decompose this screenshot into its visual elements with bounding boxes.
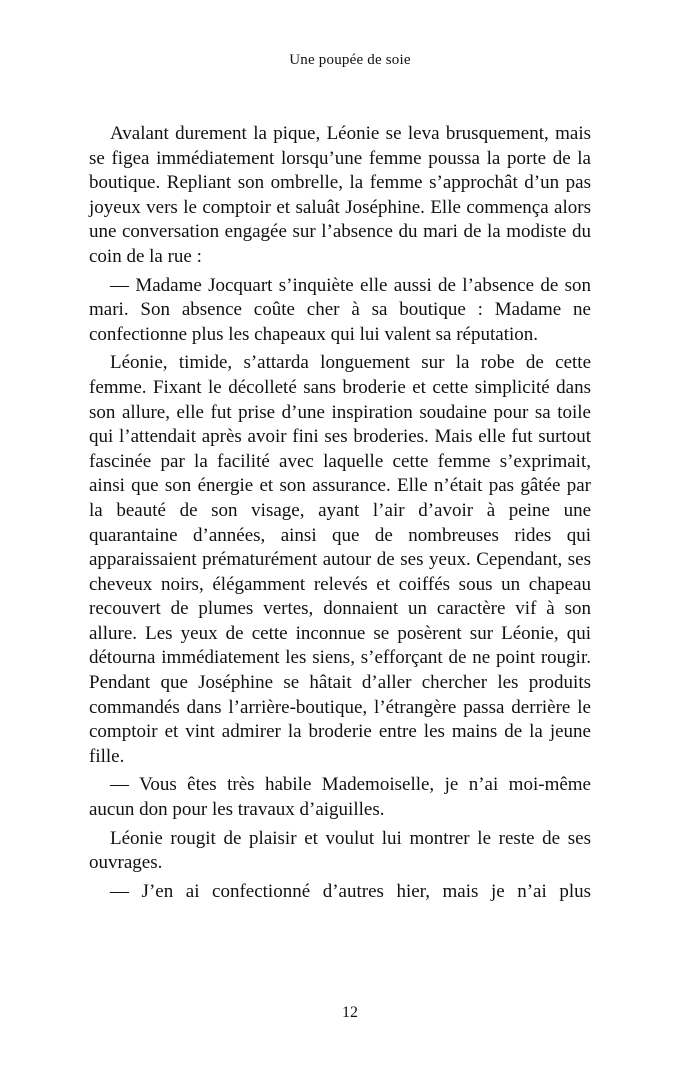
paragraph: Léonie rougit de plaisir et voulut lui montrer le reste de ses ouvrages. xyxy=(89,827,591,874)
paragraph: — J’en ai confectionné d’autres hier, mais je n’ai plus xyxy=(110,880,591,902)
paragraph: Léonie, timide, s’attarda longuement sur la robe de cette femme. Fixant le décolleté sans broderie et cette simplicité dans son allure, elle fut prise d’une inspiration soudaine pour sa toile qui l’attendait après avoir fini ses broderies. Mais elle fut surtout fascinée par la facilité avec laquelle cette femme s’exprimait, ainsi que son énergie et son assurance. Elle n’était pas gâtée par la beauté de son visage, ayant l’air d’avoir à peine une quarantaine d’années, ainsi que de nombreuses rides qui apparaissaient prématurément autour de ses yeux. Cependant, ses cheveux noirs, élégamment relevés et coiffés sous un chapeau recouvert de plumes vertes, donnaient un caractère vif à son allure. Les yeux de cette inconnue se posèrent sur Léonie, qui détourna immédiatement les siens, s’efforçant de ne point rougir. Pendant que Joséphine se hâtait d’aller chercher les produits commandés dans l’arrière-boutique, l’étrangère passa derrière le comptoir et vint admirer la broderie entre les mains de la jeune fille. xyxy=(89,352,591,767)
paragraph: — Vous êtes très habile Mademoiselle, je n’ai moi-même aucun don pour les travaux d’aiguilles. xyxy=(89,774,591,821)
page-number: 12 xyxy=(342,1004,358,1021)
running-title: Une poupée de soie xyxy=(289,52,411,68)
paragraph: Avalant durement la pique, Léonie se leva brusquement, mais se figea immédiatement lorsqu’une femme poussa la porte de la boutique. Repliant son ombrelle, la femme s’approchât d’un pas joyeux vers le comptoir et saluât Joséphine. Elle commença alors une conversation engagée sur l’absence du mari de la modiste du coin de la rue : xyxy=(89,123,591,267)
paragraph: — Madame Jocquart s’inquiète elle aussi de l’absence de son mari. Son absence coûte cher à sa boutique : Madame ne confectionne plus les chapeaux qui lui valent sa réputation. xyxy=(89,274,591,345)
body-text xyxy=(89,122,591,908)
